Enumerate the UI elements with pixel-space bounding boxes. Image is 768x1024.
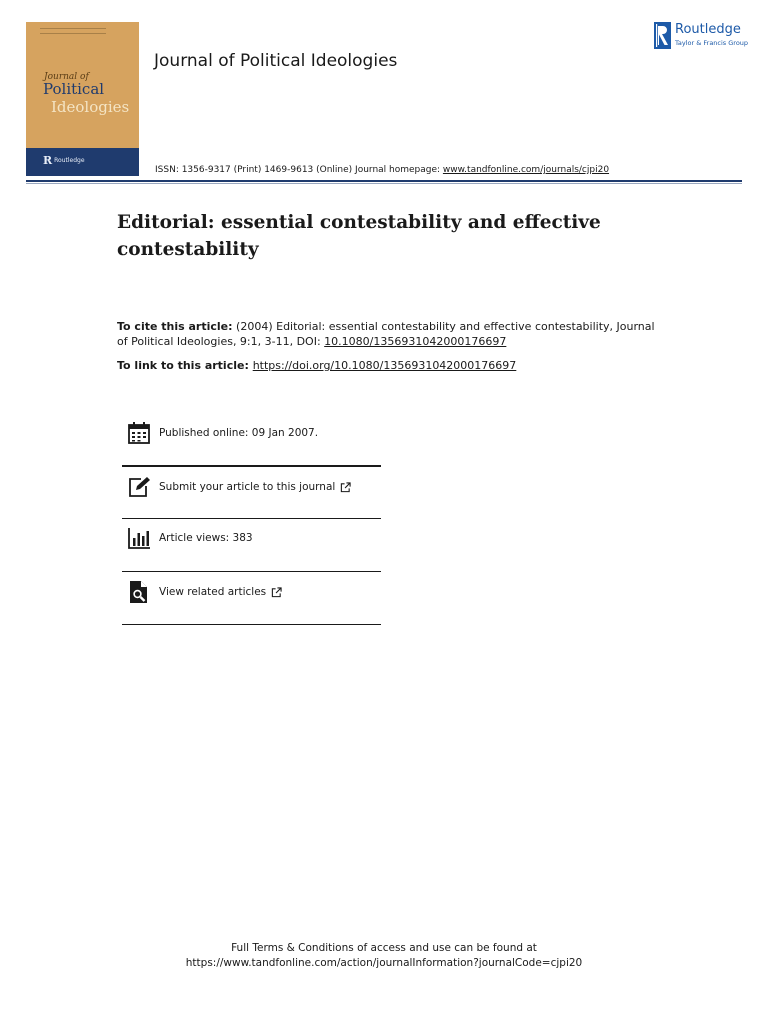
published-date: Published online: 09 Jan 2007.: [159, 427, 319, 439]
cover-r-logo-icon: R: [43, 154, 53, 167]
footer-terms-url[interactable]: https://www.tandfonline.com/action/journalInformation?journalCode=cjpi20: [185, 957, 583, 969]
info-divider: [122, 571, 381, 572]
submit-article-label: Submit your article to this journal: [159, 481, 336, 493]
edit-icon: [127, 475, 151, 499]
link-label: To link to this article:: [117, 359, 253, 372]
header-rule: [26, 180, 742, 182]
bar-chart-icon: [127, 526, 151, 550]
info-divider: [122, 624, 381, 625]
issn-line: [155, 165, 609, 175]
external-link-icon: [340, 482, 351, 493]
published-row: [122, 421, 381, 445]
cite-text: (2004) Editorial: essential contestability and effective contestability, Journal of Political Ideologies, 9:1, 3-11, DOI:: [117, 320, 655, 348]
footer-line1: Full Terms & Conditions of access and use can be found at: [231, 942, 537, 954]
cover-top-panel: [26, 22, 139, 148]
logo-subtitle: Taylor & Francis Group: [675, 39, 749, 47]
article-link-line: [117, 359, 516, 372]
info-divider: [122, 465, 381, 467]
article-title: Editorial: essential contestability and effective contestability: [117, 212, 601, 260]
cover-volume-line: [40, 28, 106, 34]
article-url-link[interactable]: https://doi.org/10.1080/1356931042000176697: [252, 359, 517, 372]
header-rule-secondary: [26, 183, 742, 184]
footer: [0, 941, 768, 971]
related-articles-label: View related articles: [159, 586, 267, 598]
cover-title-line2: Political: [43, 80, 105, 98]
doi-link[interactable]: 10.1080/1356931042000176697: [324, 335, 507, 348]
cover-title-line1: Journal of: [44, 72, 89, 82]
cover-title-line3: Ideologies: [51, 98, 130, 116]
logo-name: Routledge: [675, 22, 741, 37]
related-articles-link[interactable]: [122, 580, 381, 604]
info-divider: [122, 518, 381, 519]
article-views-row: [122, 526, 381, 550]
article-views: Article views: 383: [159, 532, 253, 544]
external-link-icon: [271, 587, 282, 598]
submit-article-link[interactable]: [122, 475, 381, 499]
calendar-icon: [127, 421, 151, 445]
routledge-r-icon: [654, 22, 671, 49]
cite-label: To cite this article:: [117, 320, 233, 333]
cover-publisher: R Routledge: [43, 154, 85, 167]
journal-homepage-link[interactable]: www.tandfonline.com/journals/cjpi20: [442, 165, 610, 175]
document-search-icon: [127, 580, 151, 604]
issn-text: ISSN: 1356-9317 (Print) 1469-9613 (Online) Journal homepage:: [155, 165, 443, 175]
citation-block: [117, 319, 657, 349]
journal-title: Journal of Political Ideologies: [154, 51, 398, 71]
journal-cover: [26, 22, 139, 176]
